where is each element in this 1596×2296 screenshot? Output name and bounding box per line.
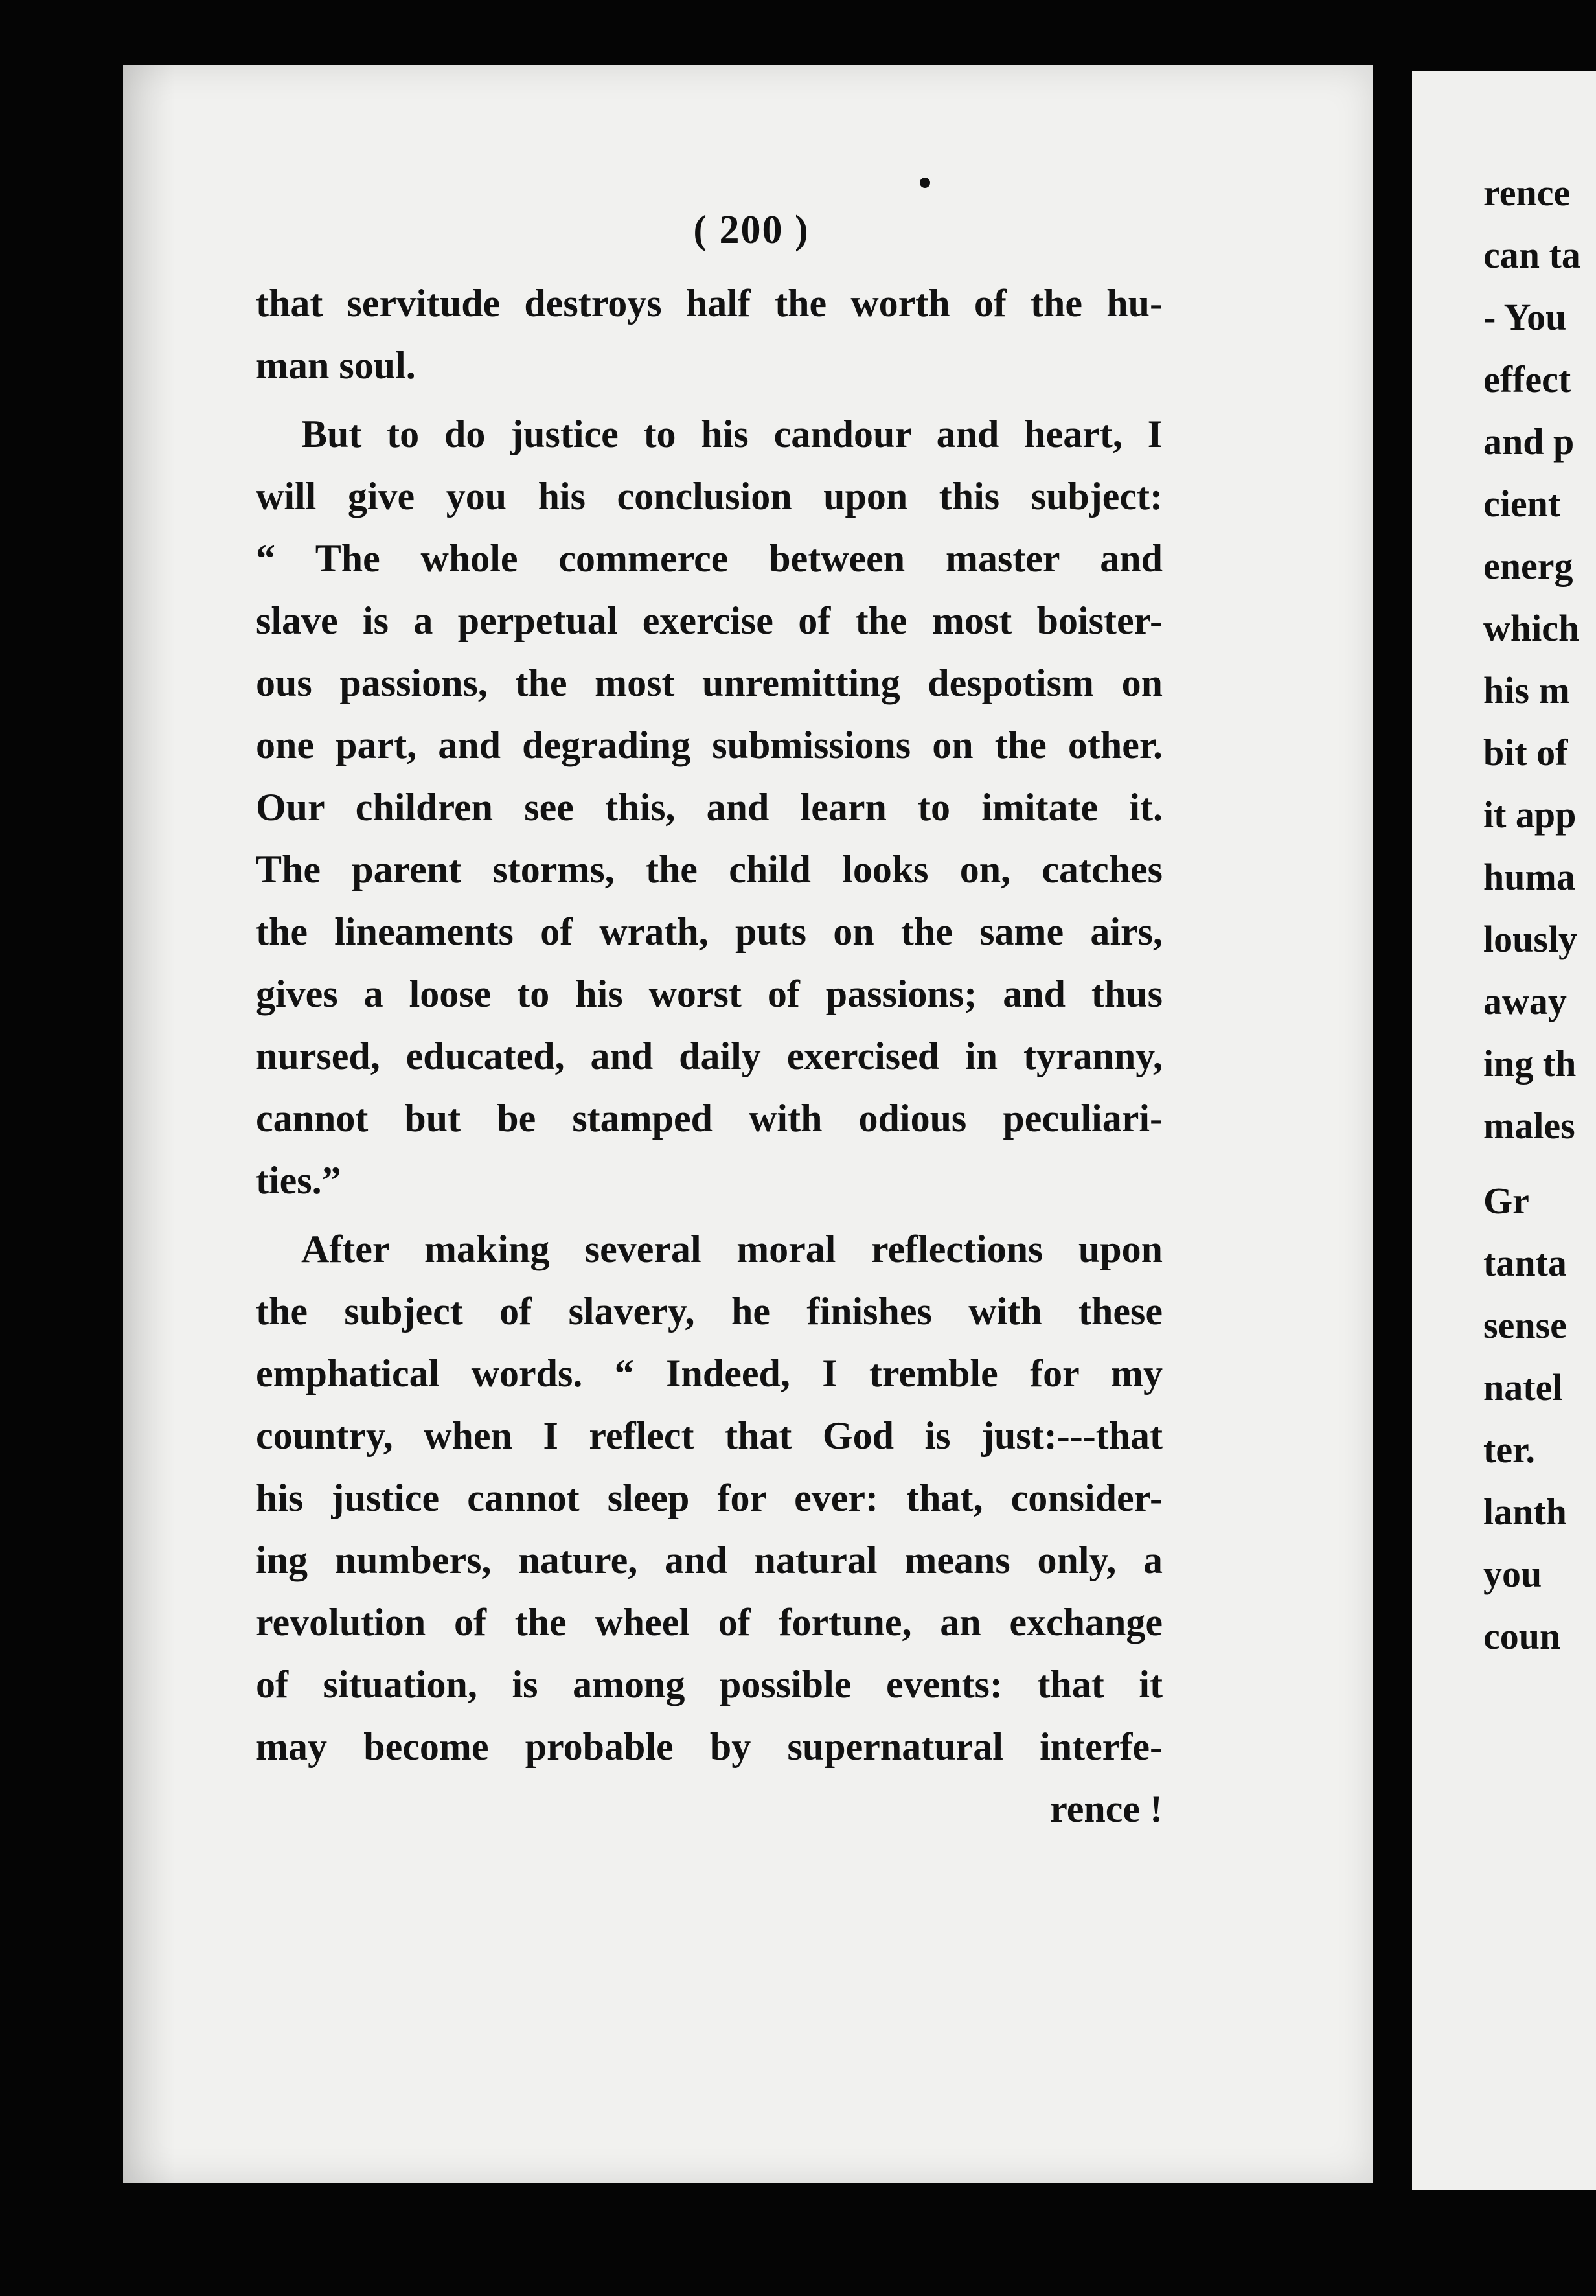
text-line: his justice cannot sleep for ever: that, consider- — [256, 1476, 1163, 1519]
facing-line: natel — [1483, 1366, 1563, 1408]
text-line: the lineaments of wrath, puts on the same airs, — [256, 910, 1163, 953]
text-line: The parent storms, the child looks on, catches — [256, 848, 1163, 891]
facing-line: effect — [1483, 358, 1571, 400]
text-line: of situation, is among possible events: that it — [256, 1663, 1163, 1706]
text-line: nursed, educated, and daily exercised in tyranny, — [256, 1035, 1163, 1077]
facing-line: cient — [1483, 483, 1561, 525]
facing-line: ter. — [1483, 1429, 1535, 1471]
facing-line: coun — [1483, 1615, 1561, 1657]
text-line: revolution of the wheel of fortune, an exchange — [256, 1601, 1163, 1644]
text-line: ties.” — [256, 1159, 341, 1202]
page-number: ( 200 ) — [693, 208, 810, 252]
facing-line: can ta — [1483, 234, 1580, 276]
text-line: the subject of slavery, he finishes with these — [256, 1290, 1163, 1333]
text-line: country, when I reflect that God is just:---that — [256, 1414, 1163, 1457]
text-line: After making several moral reflections upon — [301, 1228, 1163, 1270]
facing-line: it app — [1483, 794, 1577, 836]
text-line: emphatical words. “ Indeed, I tremble for my — [256, 1352, 1163, 1395]
facing-line: away — [1483, 980, 1567, 1022]
facing-line: his m — [1483, 669, 1570, 711]
text-line: But to do justice to his candour and heart, I — [301, 413, 1163, 455]
facing-line: ing th — [1483, 1042, 1577, 1085]
facing-line: tanta — [1483, 1242, 1567, 1284]
text-line: will give you his conclusion upon this subject: — [256, 475, 1163, 518]
ink-spot — [920, 178, 930, 188]
facing-page — [1412, 71, 1596, 2190]
text-line: cannot but be stamped with odious peculiari- — [256, 1097, 1163, 1140]
facing-line: and p — [1483, 420, 1575, 463]
text-line: “ The whole commerce between master and — [256, 537, 1163, 580]
text-line: ous passions, the most unremitting despotism on — [256, 661, 1163, 704]
page-body-text — [256, 272, 1163, 1840]
facing-line: rence — [1483, 172, 1571, 214]
facing-line: which — [1483, 607, 1580, 649]
text-line: ing numbers, nature, and natural means only, a — [256, 1539, 1163, 1581]
facing-line: sense — [1483, 1304, 1567, 1346]
text-line: may become probable by supernatural interfe- — [256, 1725, 1163, 1768]
facing-line: lously — [1483, 918, 1578, 960]
facing-page-text — [1483, 172, 1580, 1797]
text-line: slave is a perpetual exercise of the most boister- — [256, 599, 1163, 642]
text-line: gives a loose to his worst of passions; and thus — [256, 972, 1163, 1015]
facing-line: Gr — [1483, 1180, 1529, 1222]
facing-line: huma — [1483, 856, 1575, 898]
facing-line: bit of — [1483, 731, 1568, 774]
facing-line: lanth — [1483, 1491, 1567, 1533]
facing-line: energ — [1483, 545, 1573, 587]
text-line: man soul. — [256, 344, 416, 387]
text-line: one part, and degrading submissions on the other. — [256, 724, 1163, 766]
facing-line: - You — [1483, 296, 1567, 338]
catchword: rence ! — [1050, 1787, 1163, 1830]
text-line: Our children see this, and learn to imitate it. — [256, 786, 1163, 829]
facing-line: you — [1483, 1553, 1542, 1595]
facing-line: males — [1483, 1105, 1575, 1147]
text-line: that servitude destroys half the worth of the hu- — [256, 282, 1163, 325]
